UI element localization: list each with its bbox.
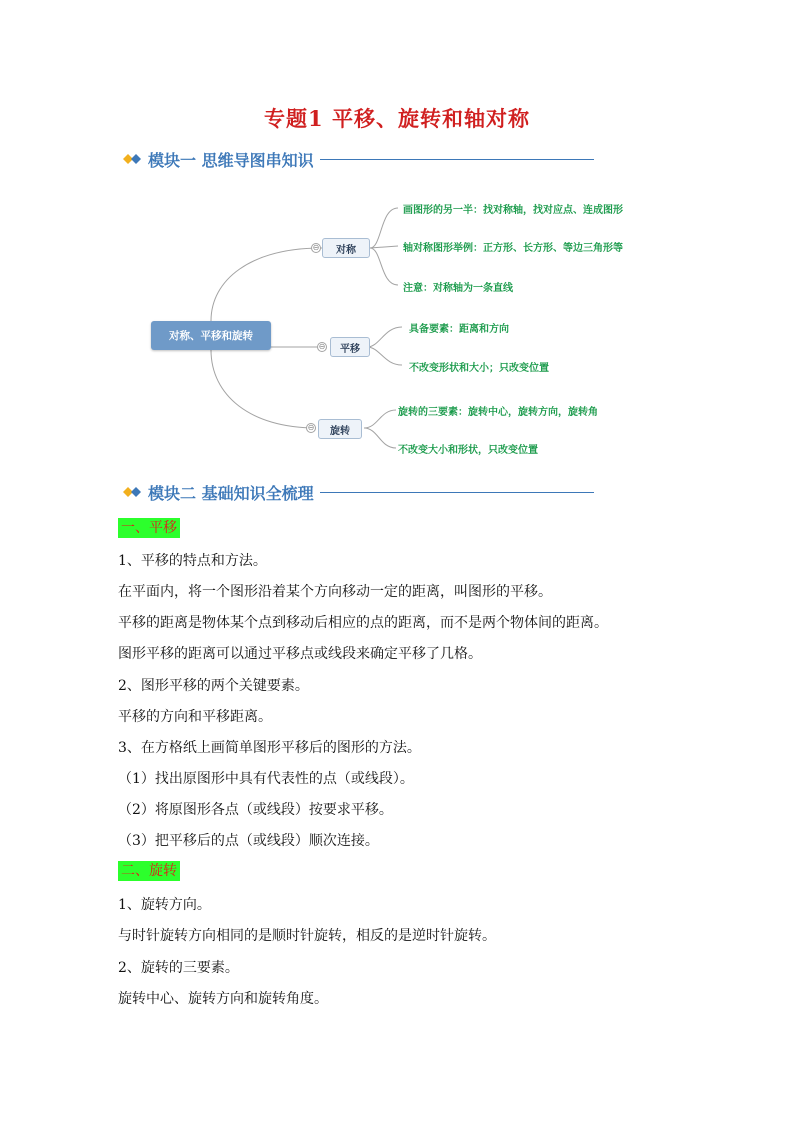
text-line: 3、在方格纸上画简单图形平移后的图形的方法。 (118, 740, 421, 756)
branch-pingyi: 平移 (330, 337, 370, 357)
text-line: 在平面内，将一个图形沿着某个方向移动一定的距离，叫图形的平移。 (118, 584, 552, 600)
collapse-toggle-icon[interactable]: ⊖ (318, 342, 326, 351)
connector-pingyi-2 (367, 347, 402, 365)
collapse-toggle-icon[interactable]: ⊖ (307, 423, 315, 432)
text-line: 2、旋转的三要素。 (118, 960, 239, 976)
text-line: 2、图形平移的两个关键要素。 (118, 678, 309, 694)
text-line: 1、平移的特点和方法。 (118, 553, 267, 569)
text-line: 1、旋转方向。 (118, 897, 211, 913)
module-two-heading (122, 480, 594, 504)
connector-duichen-3 (370, 248, 398, 285)
module-one-label: 模块一 思维导图串知识 (148, 150, 314, 170)
leaf-duichen-3: 注意：对称轴为一条直线 (403, 283, 513, 294)
connector-pingyi-1 (367, 327, 402, 347)
connector-root-duichen (211, 248, 322, 321)
leaf-xuanzhuan-2: 不改变大小和形状，只改变位置 (398, 445, 538, 456)
text-line: 平移的方向和平移距离。 (118, 709, 272, 725)
text-line: （3）把平移后的点（或线段）顺次连接。 (118, 833, 379, 849)
mindmap-connectors (0, 0, 794, 480)
leaf-duichen-1: 画图形的另一半：找对称轴，找对应点、连成图形 (403, 205, 623, 216)
section-tag-pingyi: 一、平移 (118, 518, 180, 538)
collapse-toggle-icon[interactable]: ⊖ (312, 243, 320, 252)
leaf-pingyi-1: 具备要素：距离和方向 (409, 324, 509, 335)
text-line: 旋转中心、旋转方向和旋转角度。 (118, 991, 328, 1007)
module-two-rule (320, 492, 594, 493)
connector-duichen-1 (370, 208, 398, 248)
text-line: 平移的距离是物体某个点到移动后相应的点的距离，而不是两个物体间的距离。 (118, 615, 608, 631)
text-line: （2）将原图形各点（或线段）按要求平移。 (118, 802, 393, 818)
text-line: 与时针旋转方向相同的是顺时针旋转，相反的是逆时针旋转。 (118, 928, 496, 944)
module-two-label: 模块二 基础知识全梳理 (148, 483, 314, 503)
mindmap-root: 对称、平移和旋转 (151, 321, 271, 350)
text-line: （1）找出原图形中具有代表性的点（或线段）。 (118, 771, 414, 787)
connector-root-xuanzhuan (211, 350, 316, 428)
connector-xuanzhuan-1 (364, 410, 396, 428)
leaf-pingyi-2: 不改变形状和大小；只改变位置 (409, 363, 549, 374)
branch-duichen: 对称 (322, 238, 370, 258)
leaf-xuanzhuan-1: 旋转的三要素：旋转中心，旋转方向，旋转角 (398, 407, 598, 418)
leaf-duichen-2: 轴对称图形举例：正方形、长方形、等边三角形等 (403, 243, 623, 254)
branch-xuanzhuan: 旋转 (318, 419, 362, 439)
text-line: 图形平移的距离可以通过平移点或线段来确定平移了几格。 (118, 646, 482, 662)
connector-xuanzhuan-2 (364, 428, 396, 448)
diamond-icon (122, 485, 144, 499)
page-title: 专题1 平移、旋转和轴对称 (264, 106, 530, 131)
section-tag-xuanzhuan: 二、旋转 (118, 861, 180, 881)
